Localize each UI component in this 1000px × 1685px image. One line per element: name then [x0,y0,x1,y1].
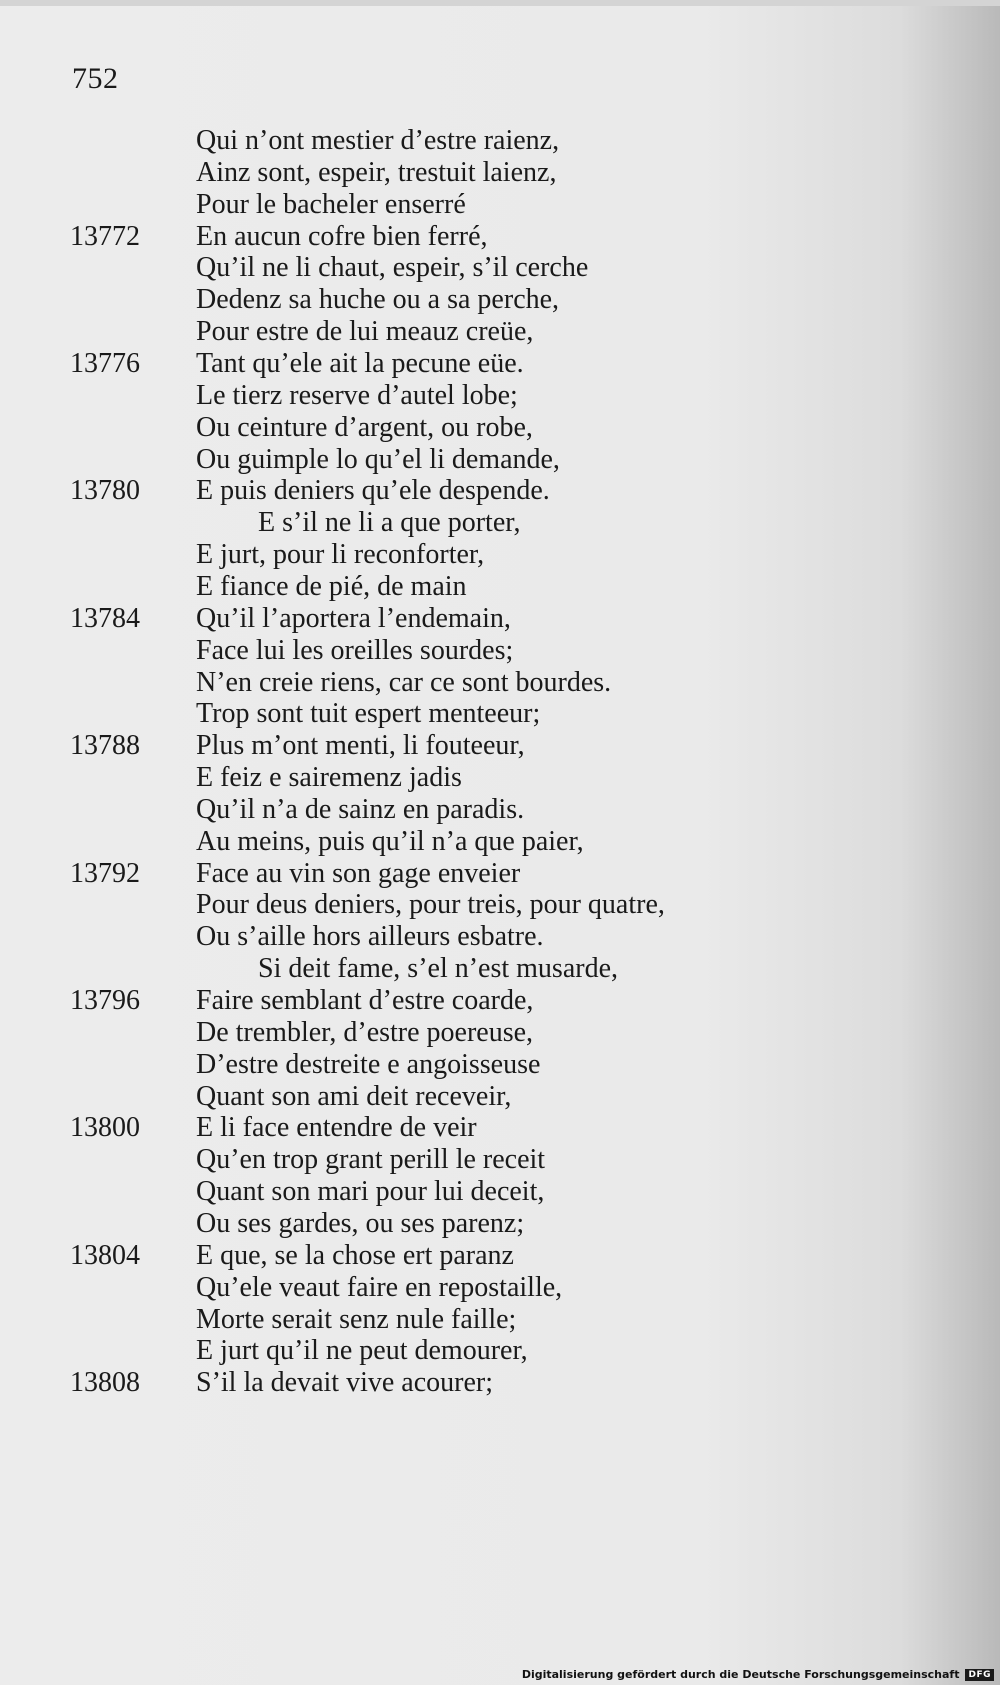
verse-text: Qu’en trop grant perill le receit [196,1144,546,1176]
verse-line [0,697,1000,731]
line-number: 13780 [70,475,140,507]
verse-text: E que, se la chose ert paranz [196,1239,514,1271]
verse-text: Qu’il l’aportera l’endemain, [196,602,511,634]
verse-line [0,506,1000,540]
verse-line [0,443,1000,477]
verse-text: Face au vin son gage enveier [196,857,521,889]
line-number: 13800 [70,1112,140,1144]
verse-line [0,251,1000,285]
verse-line [0,1111,1000,1145]
verse-text: En aucun cofre bien ferré, [196,220,488,252]
dfg-logo: DFG [965,1669,994,1681]
verse-line [0,315,1000,349]
verse-line [0,1239,1000,1273]
verse-line [0,1175,1000,1209]
verse-line [0,283,1000,317]
verse-text: E li face entendre de veir [196,1112,477,1144]
verse-line [0,634,1000,668]
verse-text: Qu’il ne li chaut, espeir, s’il cerche [196,252,589,284]
verse-line [0,220,1000,254]
line-number: 13776 [70,348,140,379]
verse-line [0,1271,1000,1305]
footer-credit-text: Digitalisierung gefördert durch die Deutsche Forschungsgemeinschaft [521,1668,960,1681]
verse-text: E jurt qu’il ne peut demourer, [196,1335,528,1367]
verse-line [0,124,1000,158]
verse-line [0,379,1000,413]
verse-text: Quant son mari pour lui deceit, [196,1176,545,1207]
verse-text: Ainz sont, espeir, trestuit laienz, [196,156,557,188]
verse-text: Morte serait senz nule faille; [196,1303,517,1335]
verse-line [0,857,1000,891]
verse-line [0,1048,1000,1082]
verse-text: S’il la devait vive acourer; [196,1367,493,1399]
verse-text: Ou s’aille hors ailleurs esbatre. [196,921,544,953]
verse-line [0,474,1000,508]
verse-line [0,570,1000,604]
verse-text: Qu’ele veaut faire en repostaille, [196,1271,563,1303]
verse-line [0,920,1000,954]
verse-text: Pour estre de lui meauz creüe, [196,316,534,348]
verse-line [0,347,1000,381]
verse-line [0,793,1000,827]
verse-text: E fiance de pié, de main [196,570,467,602]
line-number: 13788 [70,730,140,762]
verse-text: E jurt, pour li reconforter, [196,539,485,570]
verse-text: Ou guimple lo qu’el li demande, [196,443,560,475]
verse-text: D’estre destreite e angoisseuse [196,1048,541,1080]
verse-line [0,1334,1000,1368]
verse-line [0,984,1000,1018]
verse-text: E puis deniers qu’ele despende. [196,475,550,507]
verse-text: Ou ceinture d’argent, ou robe, [196,411,533,443]
line-number: 13784 [70,602,140,634]
verse-text: Tant qu’ele ait la pecune eüe. [196,348,524,379]
verse-text: Au meins, puis qu’il n’a que paier, [196,825,584,857]
verse-text: Ou ses gardes, ou ses parenz; [196,1207,525,1239]
verse-line [0,156,1000,190]
line-number: 13804 [70,1239,140,1271]
verse-line [0,411,1000,445]
verse-text: E feiz e sairemenz jadis [196,762,462,793]
verse-text: De trembler, d’estre poereuse, [196,1016,534,1048]
verse-text: Pour deus deniers, pour treis, pour quatre, [196,889,665,921]
verse-text: Dedenz sa huche ou a sa perche, [196,284,560,316]
verse-line [0,666,1000,700]
verse-text: Face lui les oreilles sourdes; [196,634,514,666]
verse-line [0,1143,1000,1177]
verse-text: Pour le bacheler enserré [196,188,466,220]
verse-text: E s’il ne li a que porter, [258,507,521,539]
verse-text: Qui n’ont mestier d’estre raienz, [196,125,560,156]
verse-line [0,538,1000,572]
verse-line [0,761,1000,795]
line-number: 13772 [70,220,140,252]
verse-text: Le tierz reserve d’autel lobe; [196,379,518,411]
page-number: 752 [72,62,119,95]
verse-line [0,888,1000,922]
verse-line [0,952,1000,986]
line-number: 13796 [70,985,140,1016]
verse-text: Faire semblant d’estre coarde, [196,985,534,1016]
verse-line [0,602,1000,636]
verse-text: Si deit fame, s’el n’est musarde, [258,953,619,985]
verse-line [0,1207,1000,1241]
verse-line [0,729,1000,763]
verse-text: N’en creie riens, car ce sont bourdes. [196,666,612,698]
verse-text: Plus m’ont menti, li fouteeur, [196,730,525,762]
verse-text: Quant son ami deit receveir, [196,1080,512,1112]
verse-line [0,1016,1000,1050]
verse-line [0,188,1000,222]
verse-line [0,1303,1000,1337]
verse-line [0,825,1000,859]
verse-line [0,1366,1000,1400]
line-number: 13808 [70,1367,140,1399]
verse-line [0,1080,1000,1114]
footer-credit [522,1668,994,1681]
verse-text: Trop sont tuit espert menteeur; [196,698,541,730]
line-number: 13792 [70,857,140,889]
verse-text: Qu’il n’a de sainz en paradis. [196,793,525,825]
